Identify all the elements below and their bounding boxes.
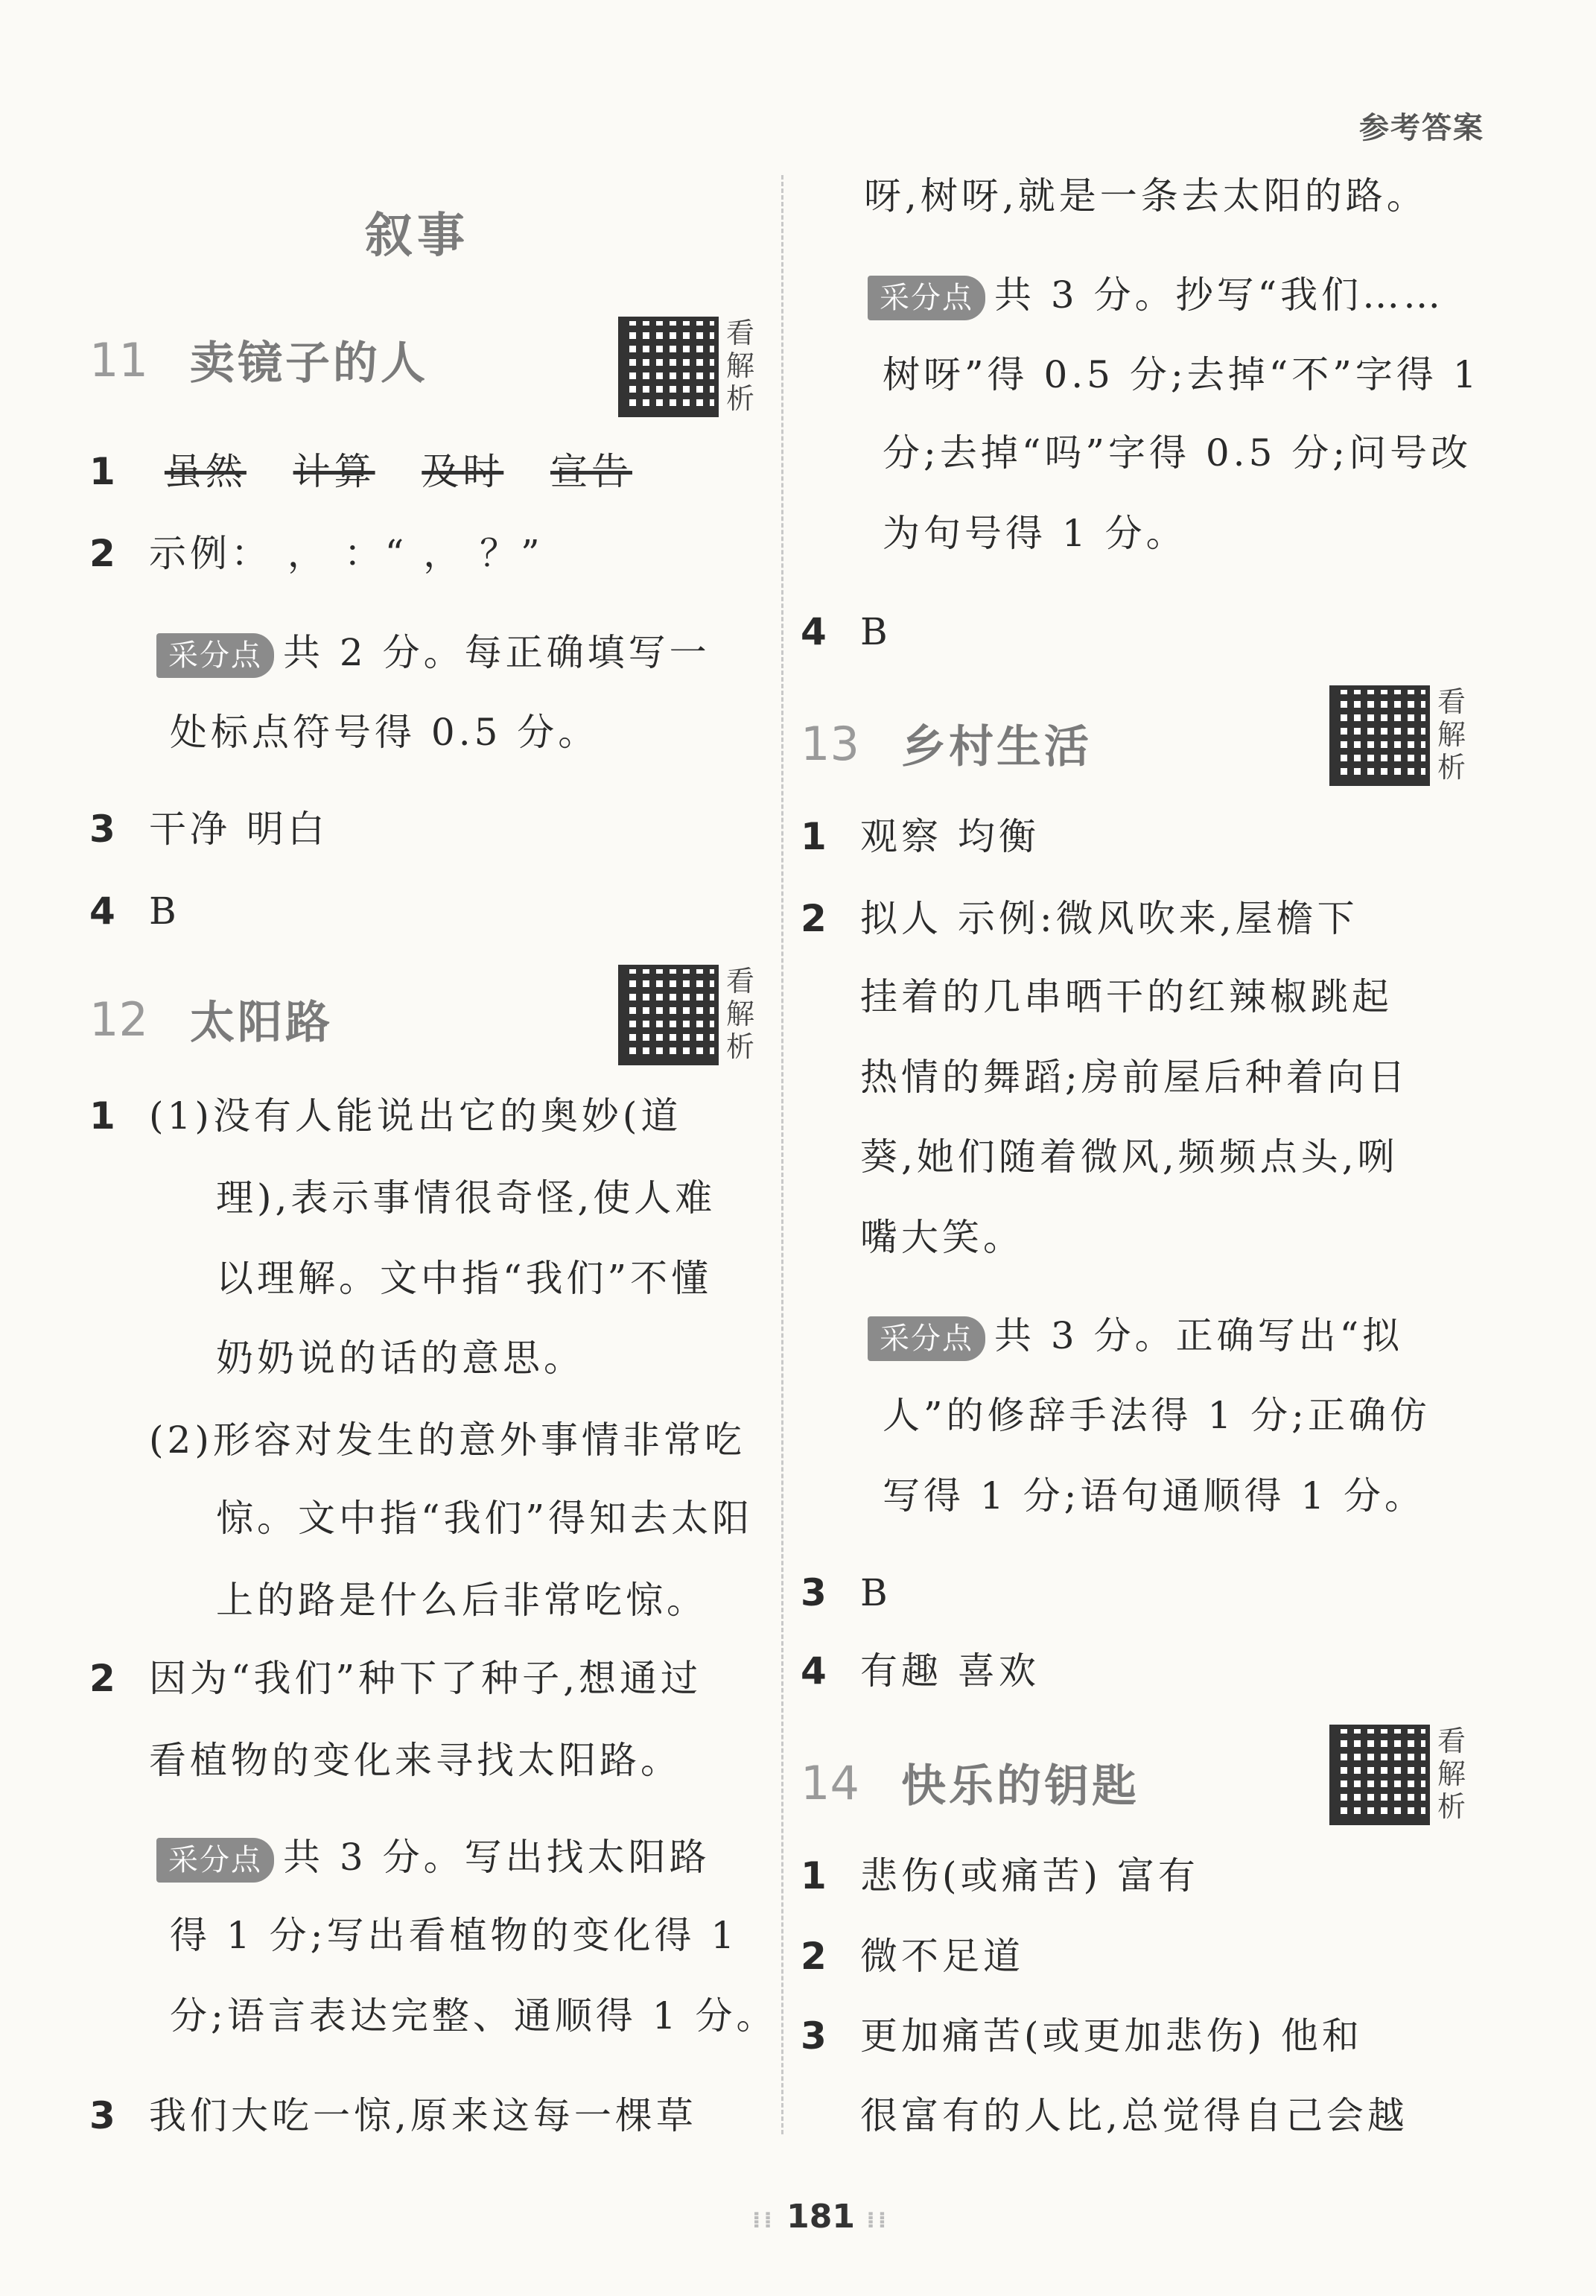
question-number: 1: [801, 1854, 830, 1897]
lesson-13-header: [801, 711, 1092, 776]
question-number: 3: [89, 808, 119, 851]
answer-line: 挂着的几串晒干的红辣椒跳起: [860, 975, 1393, 1018]
question-number: 2: [801, 897, 830, 940]
qr-code-icon[interactable]: [618, 317, 719, 417]
answer-l14-q1: [801, 1855, 1199, 1897]
qr-code-icon[interactable]: [1329, 685, 1430, 786]
question-number: 2: [801, 1935, 830, 1978]
answer-l11-q4: [89, 890, 180, 932]
answer-text: 拟人 示例:微风吹来,屋檐下: [860, 897, 1358, 940]
answer-l12-q1: [89, 1095, 681, 1137]
answer-line: 以理解。文中指“我们”不懂: [216, 1257, 713, 1300]
answer-line: 热情的舞蹈;房前屋后种着向日: [860, 1056, 1409, 1099]
answer-word: 及时: [422, 450, 504, 493]
answer-line: 葵,她们随着微风,频频点头,咧: [860, 1135, 1399, 1179]
score-badge: 采分点: [868, 1316, 985, 1361]
answer-l14-q2: [801, 1935, 1024, 1977]
answer-l13-q3: [801, 1572, 891, 1614]
answer-l13-q4: [801, 1650, 1040, 1692]
score-note-l11: [156, 632, 710, 678]
score-text: 得 1 分;写出看植物的变化得 1: [170, 1914, 739, 1957]
score-text: 分;去掉“吗”字得 0.5 分;问号改: [883, 431, 1472, 475]
score-text: 共 3 分。写出找太阳路: [283, 1836, 710, 1879]
score-badge: 采分点: [868, 276, 985, 320]
lesson-title: 快乐的钥匙: [901, 1760, 1139, 1813]
answer-line: 很富有的人比,总觉得自己会越: [860, 2094, 1408, 2137]
answer-text: B: [860, 1571, 891, 1614]
score-text: 写得 1 分;语句通顺得 1 分。: [883, 1474, 1426, 1518]
score-note-l13: [868, 1315, 1403, 1361]
score-text: 人”的修辞手法得 1 分;正确仿: [883, 1394, 1431, 1437]
answer-text: 悲伤(或痛苦) 富有: [860, 1854, 1199, 1897]
qr-caption: 看解析: [726, 317, 755, 415]
score-note-l11-line2: 处标点符号得 0.5 分。: [170, 711, 600, 754]
score-text: 共 3 分。抄写“我们……: [994, 273, 1445, 317]
answer-text: B: [149, 889, 180, 933]
question-number: 1: [89, 450, 119, 493]
answer-text: 微不足道: [860, 1935, 1024, 1978]
lesson-12-header: [89, 987, 333, 1051]
answer-l11-q3: [89, 808, 328, 850]
answer-l12-q2: [89, 1658, 702, 1699]
answer-word: 宣告: [550, 450, 632, 493]
answer-l11-q1: [89, 451, 632, 492]
score-text: 树呀”得 0.5 分;去掉“不”字得 1: [883, 353, 1481, 396]
question-number: 4: [89, 889, 119, 933]
question-number: 2: [89, 1657, 119, 1700]
score-note-l12: [156, 1836, 710, 1883]
answer-text: 观察 均衡: [860, 815, 1040, 858]
answer-line: 嘴大笑。: [860, 1216, 1024, 1259]
answer-l14-q3: [801, 2015, 1363, 2057]
qr-caption: 看解析: [1437, 685, 1466, 784]
answer-word: 计算: [293, 450, 375, 493]
answer-text: 我们大吃一惊,原来这每一棵草: [149, 2094, 697, 2137]
section-title: 叙事: [365, 209, 469, 264]
answer-line: (2)形容对发生的意外事情非常吃: [149, 1418, 745, 1462]
answer-text: B: [860, 610, 891, 653]
answer-line: 理),表示事情很奇怪,使人难: [216, 1176, 716, 1220]
answer-text: 示例： ， ：“ ， ？”: [149, 532, 544, 575]
lesson-14-header: [801, 1751, 1139, 1815]
page-number-text: 181: [786, 2198, 855, 2236]
score-text: 共 2 分。每正确填写一: [283, 631, 710, 674]
lesson-number: 12: [89, 992, 148, 1047]
question-number: 3: [801, 2014, 830, 2058]
page-number: [752, 2198, 889, 2236]
answer-l12-q3: [89, 2095, 697, 2137]
question-number: 4: [801, 610, 830, 653]
answer-line: 上的路是什么后非常吃惊。: [216, 1579, 708, 1622]
answer-text: (1)没有人能说出它的奥妙(道: [149, 1094, 682, 1138]
lesson-number: 14: [801, 1755, 859, 1810]
answer-line: 看植物的变化来寻找太阳路。: [149, 1739, 681, 1782]
lesson-title: 卖镜子的人: [190, 337, 428, 390]
score-text: 共 3 分。正确写出“拟: [994, 1314, 1404, 1357]
score-note-l12-q3: [868, 274, 1444, 320]
question-number: 1: [89, 1094, 119, 1138]
page-dots-left: ⁞⁞: [752, 2207, 775, 2233]
score-badge: 采分点: [156, 633, 274, 678]
answer-word: 虽然: [164, 450, 247, 493]
question-number: 2: [89, 532, 119, 575]
score-badge: 采分点: [156, 1838, 274, 1883]
question-number: 4: [801, 1649, 830, 1693]
answer-text: 干净 明白: [149, 808, 328, 851]
answer-line: 呀,树呀,就是一条去太阳的路。: [864, 174, 1428, 218]
page-dots-right: ⁞⁞: [866, 2207, 890, 2233]
answer-l13-q2: [801, 898, 1358, 939]
lesson-title: 太阳路: [190, 997, 333, 1049]
qr-code-icon[interactable]: [618, 965, 719, 1065]
answer-l13-q1: [801, 816, 1040, 857]
score-text: 为句号得 1 分。: [883, 512, 1187, 555]
lesson-title: 乡村生活: [901, 721, 1092, 773]
answer-l12-q4: [801, 611, 891, 653]
qr-caption: 看解析: [1437, 1725, 1466, 1823]
column-divider: [781, 175, 783, 2134]
answer-line: 奶奶说的话的意思。: [216, 1336, 585, 1380]
question-number: 3: [89, 2094, 119, 2137]
qr-code-icon[interactable]: [1329, 1725, 1430, 1825]
qr-caption: 看解析: [726, 965, 755, 1063]
answer-line: 惊。文中指“我们”得知去太阳: [216, 1497, 754, 1540]
answer-l11-q2: [89, 533, 544, 574]
answer-text: 更加痛苦(或更加悲伤) 他和: [860, 2014, 1363, 2058]
lesson-11-header: [89, 328, 428, 392]
answer-text: 有趣 喜欢: [860, 1649, 1040, 1693]
header-tag: 参考答案: [1359, 111, 1484, 145]
question-number: 1: [801, 815, 830, 858]
lesson-number: 13: [801, 716, 859, 771]
answer-text: 因为“我们”种下了种子,想通过: [149, 1657, 702, 1700]
score-text: 分;语言表达完整、通顺得 1 分。: [170, 1994, 778, 2037]
lesson-number: 11: [89, 332, 148, 387]
question-number: 3: [801, 1571, 830, 1614]
